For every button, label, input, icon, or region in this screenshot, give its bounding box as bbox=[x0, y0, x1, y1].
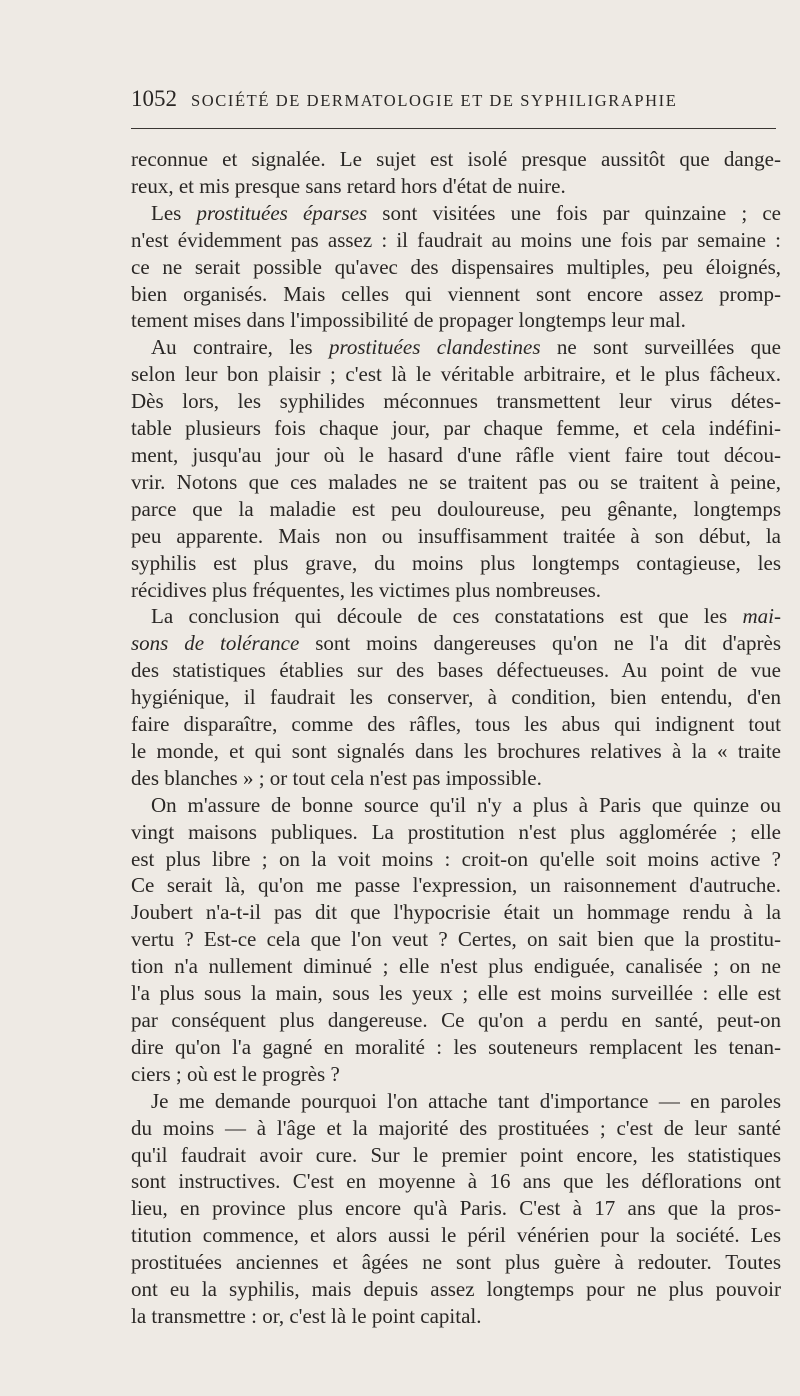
text-line: tement mises dans l'impossibilité de propager longtemps leur mal. bbox=[131, 308, 686, 333]
text-line: table plusieurs fois chaque jour, par chaque femme, et cela indéfini- bbox=[131, 416, 781, 441]
text-line: Joubert n'a-t-il pas dit que l'hypocrisie était un hommage rendu à la bbox=[131, 900, 781, 925]
text-line: selon leur bon plaisir ; c'est là le véritable arbitraire, et le plus fâcheux. bbox=[131, 362, 781, 387]
text-line: n'est évidemment pas assez : il faudrait au moins une fois par semaine : bbox=[131, 227, 781, 252]
emphasis-text: mai- bbox=[742, 604, 781, 629]
body-text bbox=[131, 146, 781, 1330]
text-line: lieu, en province plus encore qu'à Paris. C'est à 17 ans que la pros- bbox=[131, 1196, 781, 1221]
text-line: Les prostituées éparses sont visitées une fois par quinzaine ; ce bbox=[151, 200, 781, 225]
text-line: le monde, et qui sont signalés dans les brochures relatives à la « traite bbox=[131, 738, 781, 763]
text-line: est plus libre ; on la voit moins : croit-on qu'elle soit moins active ? bbox=[131, 846, 781, 871]
text-line: des statistiques établies sur des bases défectueuses. Au point de vue bbox=[131, 658, 781, 683]
text-line: sont instructives. C'est en moyenne à 16 ans que les déflorations ont bbox=[131, 1169, 781, 1194]
running-head: SOCIÉTÉ DE DERMATOLOGIE ET DE SYPHILIGRAPHIE bbox=[191, 91, 678, 110]
text-line: bien organisés. Mais celles qui viennent sont encore assez promp- bbox=[131, 281, 781, 306]
page-header bbox=[131, 86, 781, 112]
text-line: reconnue et signalée. Le sujet est isolé presque aussitôt que dange- bbox=[131, 147, 781, 171]
text-line: Ce serait là, qu'on me passe l'expression, un raisonnement d'autruche. bbox=[131, 873, 781, 898]
text-line: vingt maisons publiques. La prostitution n'est plus agglomérée ; elle bbox=[131, 819, 781, 844]
header-rule bbox=[131, 128, 776, 129]
page-number: 1052 bbox=[131, 86, 177, 111]
text-line: hygiénique, il faudrait les conserver, à condition, bien entendu, d'en bbox=[131, 685, 781, 710]
emphasis-text: prostituées éparses bbox=[196, 200, 368, 225]
text-line: Au contraire, les prostituées clandestines ne sont surveillées que bbox=[151, 335, 781, 360]
text-line: dire qu'on l'a gagné en moralité : les souteneurs remplacent les tenan- bbox=[131, 1034, 781, 1059]
text-line: Dès lors, les syphilides méconnues transmettent leur virus détes- bbox=[131, 389, 781, 414]
text-line: l'a plus sous la main, sous les yeux ; elle est moins surveillée : elle est bbox=[131, 981, 781, 1006]
text-line: prostituées anciennes et âgées ne sont plus guère à redouter. Toutes bbox=[131, 1250, 781, 1275]
text-line: reux, et mis presque sans retard hors d'état de nuire. bbox=[131, 173, 566, 198]
text-line: titution commence, et alors aussi le péril vénérien pour la société. Les bbox=[131, 1223, 781, 1248]
text-line: sons de tolérance sont moins dangereuses qu'on ne l'a dit d'après bbox=[131, 631, 781, 656]
text-line: récidives plus fréquentes, les victimes plus nombreuses. bbox=[131, 577, 602, 602]
text-line: La conclusion qui découle de ces constatations est que les mai- bbox=[151, 604, 781, 629]
text-line: faire disparaître, comme des râfles, tous les abus qui indignent tout bbox=[131, 712, 781, 737]
text-line: des blanches » ; or tout cela n'est pas impossible. bbox=[131, 765, 542, 790]
text-line: On m'assure de bonne source qu'il n'y a plus à Paris que quinze ou bbox=[151, 792, 781, 817]
text-line: vrir. Notons que ces malades ne se traitent pas ou se traitent à peine, bbox=[131, 469, 781, 494]
text-line: qu'il faudrait avoir cure. Sur le premier point encore, les statistiques bbox=[131, 1142, 781, 1167]
text-line: syphilis est plus grave, du moins plus longtemps contagieuse, les bbox=[131, 550, 781, 575]
text-line: du moins — à l'âge et la majorité des prostituées ; c'est de leur santé bbox=[131, 1115, 781, 1140]
text-line: la transmettre : or, c'est là le point capital. bbox=[131, 1303, 482, 1328]
emphasis-text: sons de tolérance bbox=[131, 631, 300, 656]
text-line: par conséquent plus dangereuse. Ce qu'on a perdu en santé, peut-on bbox=[131, 1008, 781, 1032]
text-line: ment, jusqu'au jour où le hasard d'une râfle vient faire tout décou- bbox=[131, 442, 781, 467]
text-line: vertu ? Est-ce cela que l'on veut ? Certes, on sait bien que la prostitu- bbox=[131, 927, 781, 952]
emphasis-text: prostituées clandestines bbox=[328, 335, 541, 360]
text-line: peu apparente. Mais non ou insuffisamment traitée à son début, la bbox=[131, 523, 781, 548]
text-line: parce que la maladie est peu douloureuse, peu gênante, longtemps bbox=[131, 496, 781, 521]
text-line: tion n'a nullement diminué ; elle n'est plus endiguée, canalisée ; on ne bbox=[131, 954, 781, 979]
text-line: Je me demande pourquoi l'on attache tant d'importance — en paroles bbox=[151, 1088, 781, 1113]
text-line: ce ne serait possible qu'avec des dispensaires multiples, peu éloignés, bbox=[131, 254, 781, 279]
text-line: ont eu la syphilis, mais depuis assez longtemps pour ne plus pouvoir bbox=[131, 1277, 781, 1302]
text-line: ciers ; où est le progrès ? bbox=[131, 1061, 340, 1086]
